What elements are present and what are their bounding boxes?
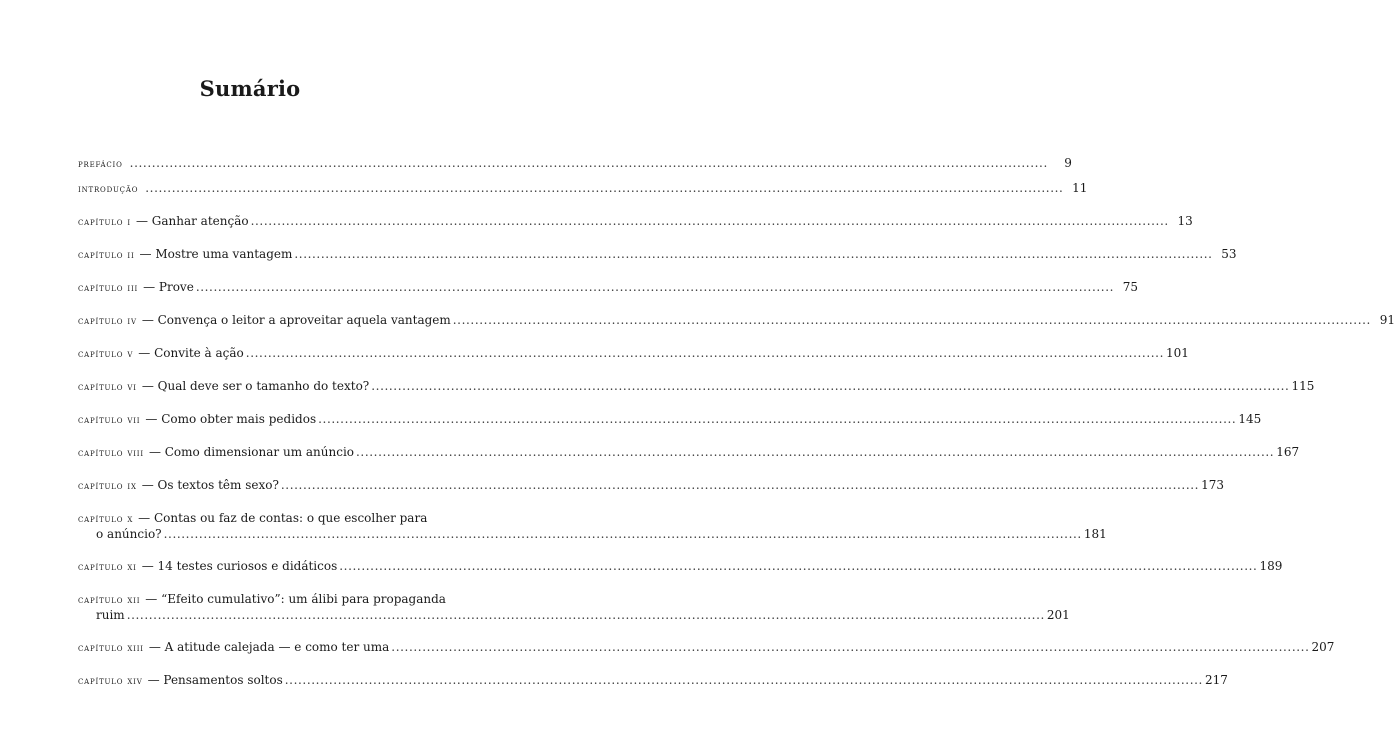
toc-label: capítulo i (78, 216, 131, 228)
toc-title: — Pensamentos soltos (147, 673, 283, 687)
toc-entry-capitulo-5[interactable] (78, 346, 1189, 362)
toc-page-number: 101 (1166, 346, 1189, 360)
toc-title: — Convença o leitor a aproveitar aquela vantagem (141, 313, 451, 327)
toc-page-number: 189 (1259, 559, 1283, 573)
toc-page-number: 53 (1221, 247, 1237, 261)
toc-label: prefácio (78, 158, 123, 170)
toc-label: capítulo vi (78, 381, 137, 393)
dot-leader (371, 379, 1289, 394)
toc-page-number: 173 (1201, 478, 1224, 492)
toc-entry-capitulo-11[interactable] (78, 559, 1283, 575)
toc-title: — Prove (143, 280, 194, 294)
dot-leader (251, 214, 1169, 229)
toc-title-continuation: o anúncio? (96, 527, 162, 541)
dot-leader (145, 181, 1063, 196)
dot-leader (164, 527, 1082, 542)
toc-entry-capitulo-2[interactable] (78, 247, 1237, 263)
toc-title: — Os textos têm sexo? (141, 478, 279, 492)
toc-page-number: 167 (1276, 445, 1300, 459)
toc-title: — Como obter mais pedidos (145, 412, 317, 426)
toc-label: capítulo vii (78, 414, 141, 426)
toc-label: capítulo xi (78, 561, 137, 573)
dot-leader (294, 247, 1212, 262)
toc-page-number: 201 (1046, 608, 1070, 622)
toc-title-continuation: ruim (96, 608, 125, 622)
toc-page-number: 145 (1238, 412, 1262, 426)
dot-leader (281, 478, 1199, 493)
toc-title: — Convite à ação (138, 346, 244, 360)
toc-entry-capitulo-6[interactable] (78, 379, 1315, 395)
toc-entry-capitulo-10[interactable] (78, 511, 1107, 542)
toc-label: capítulo iii (78, 282, 139, 294)
toc-entry-capitulo-7[interactable] (78, 412, 1262, 428)
toc-entry-capitulo-4[interactable] (78, 313, 1395, 329)
toc-entry-capitulo-12[interactable] (78, 592, 1070, 623)
toc-label: capítulo xiii (78, 642, 144, 654)
toc-label: capítulo xii (78, 594, 141, 606)
toc-title: — Mostre uma vantagem (139, 247, 293, 261)
toc-page-number: 115 (1291, 379, 1315, 393)
toc-page-number: 11 (1072, 181, 1088, 195)
toc-label: capítulo v (78, 348, 134, 360)
toc-label: introdução (78, 183, 139, 195)
toc-title: — 14 testes curiosos e didáticos (141, 559, 338, 573)
toc-title: — Contas ou faz de contas: o que escolher para (138, 511, 428, 525)
dot-leader (285, 673, 1203, 688)
toc-page-number: 13 (1177, 214, 1193, 228)
toc-label: capítulo iv (78, 315, 137, 327)
toc-entry-prefacio[interactable] (78, 156, 1072, 172)
dot-leader (246, 346, 1164, 361)
toc-label: capítulo xiv (78, 675, 143, 687)
toc-entry-capitulo-13[interactable] (78, 640, 1335, 656)
toc-entry-capitulo-3[interactable] (78, 280, 1139, 296)
toc-page-number: 91 (1379, 313, 1395, 327)
toc-page-number: 217 (1204, 673, 1228, 687)
toc-entry-capitulo-1[interactable] (78, 214, 1193, 230)
dot-leader (127, 608, 1045, 623)
toc-title: — Ganhar atenção (135, 214, 249, 228)
toc-label: capítulo ix (78, 480, 137, 492)
toc-title: — Qual deve ser o tamanho do texto? (141, 379, 370, 393)
dot-leader (453, 313, 1371, 328)
toc-page-number: 75 (1122, 280, 1139, 294)
dot-leader (130, 156, 1048, 171)
toc-entry-capitulo-14[interactable] (78, 673, 1228, 689)
toc-label: capítulo x (78, 513, 134, 525)
dot-leader (356, 445, 1274, 460)
toc-page-number: 9 (1064, 156, 1072, 170)
toc-entry-capitulo-8[interactable] (78, 445, 1300, 461)
toc-label: capítulo viii (78, 447, 144, 459)
toc-title: — Como dimensionar um anúncio (148, 445, 355, 459)
toc-title: — A atitude calejada — e como ter uma (148, 640, 390, 654)
dot-leader (196, 280, 1114, 295)
dot-leader (318, 412, 1236, 427)
toc-page-number: 181 (1083, 527, 1107, 541)
toc-page-number: 207 (1311, 640, 1335, 654)
page-title: Sumário (199, 76, 301, 101)
toc-label: capítulo ii (78, 249, 135, 261)
toc-title: — “Efeito cumulativo”: um álibi para propaganda (145, 592, 446, 606)
dot-leader (339, 559, 1257, 574)
dot-leader (391, 640, 1309, 655)
toc-entry-capitulo-9[interactable] (78, 478, 1224, 494)
toc-entry-introducao[interactable] (78, 181, 1088, 197)
